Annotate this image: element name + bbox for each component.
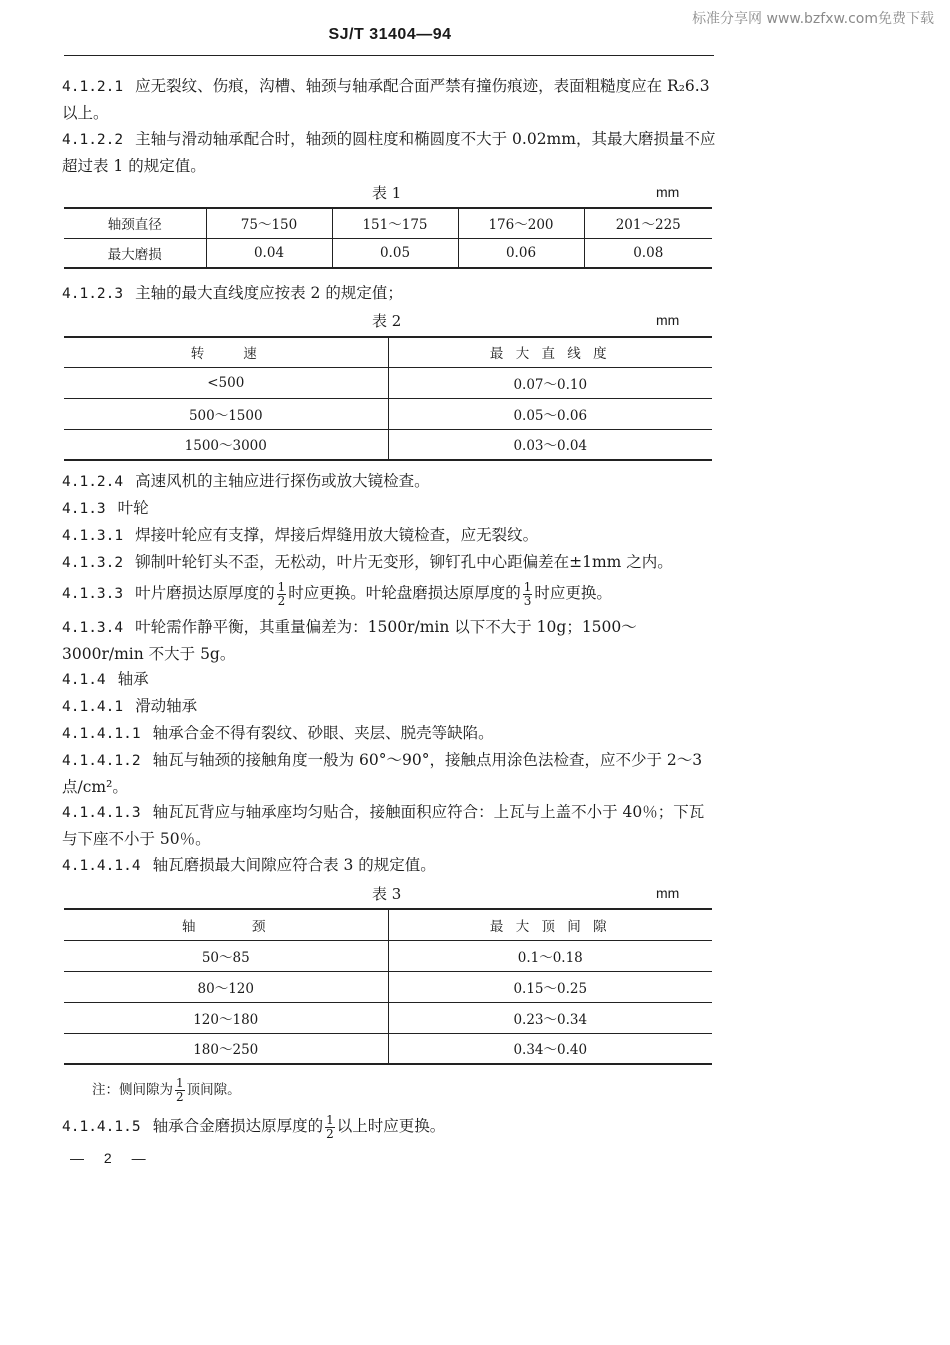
fraction <box>523 581 533 608</box>
clause-number: 4.1.3.4 <box>62 620 124 636</box>
fraction-denominator: 2 <box>277 593 286 608</box>
clause-4-1-2-1 <box>62 73 716 126</box>
table-cell: 151～175 <box>332 208 458 238</box>
table-header-row <box>64 909 712 940</box>
table-cell: 0.04 <box>206 238 332 268</box>
clause-4-1-4 <box>62 666 716 693</box>
clause-4-1-3-1 <box>62 522 716 549</box>
fraction-denominator: 2 <box>176 1090 184 1104</box>
table-cell: <500 <box>64 367 388 398</box>
table-cell: 176～200 <box>458 208 584 238</box>
table-row <box>64 208 712 238</box>
note-text: 注：侧间隙为 <box>92 1082 173 1098</box>
clause-4-1-4-1 <box>62 693 716 720</box>
table3-note <box>92 1077 241 1104</box>
table-cell: 0.05～0.06 <box>388 398 712 429</box>
fraction-numerator: 1 <box>523 579 532 594</box>
clause-number: 4.1.4.1 <box>62 699 124 715</box>
clause-text: 轴瓦瓦背应与轴承座均匀贴合，接触面积应符合：上瓦与上盖不小于 40％；下瓦与下座不小于 50％。 <box>62 803 705 848</box>
clause-number: 4.1.3 <box>62 501 106 517</box>
table-cell: 0.34～0.40 <box>388 1033 712 1064</box>
clause-4-1-4-1-2 <box>62 747 716 800</box>
table-cell: 1500～3000 <box>64 429 388 460</box>
clause-number: 4.1.2.1 <box>62 79 124 95</box>
table-cell: 0.1～0.18 <box>388 940 712 971</box>
table-row <box>64 429 712 460</box>
table-cell: 0.05 <box>332 238 458 268</box>
clause-4-1-3-3 <box>62 578 716 609</box>
fraction-numerator: 1 <box>176 1076 184 1090</box>
table-cell: 0.06 <box>458 238 584 268</box>
clause-number: 4.1.3.2 <box>62 555 124 571</box>
fraction-denominator: 2 <box>326 1126 334 1141</box>
clause-4-1-4-1-1 <box>62 720 716 747</box>
clause-number: 4.1.4.1.3 <box>62 805 141 821</box>
table-cell: 最大磨损 <box>64 238 206 268</box>
clause-text: 时应更换。 <box>534 584 612 602</box>
column-header: 轴 颈 <box>64 909 388 940</box>
clause-text: 轴承合金不得有裂纹、砂眼、夹层、脱壳等缺陷。 <box>152 724 494 742</box>
table-cell: 0.15～0.25 <box>388 971 712 1002</box>
clause-text: 应无裂纹、伤痕，沟槽、轴颈与轴承配合面严禁有撞伤痕迹，表面粗糙度应在 R₂6.3 以上。 <box>62 77 710 122</box>
clause-number: 4.1.4.1.1 <box>62 726 141 742</box>
clause-text: 叶轮 <box>117 499 149 517</box>
clause-text: 轴瓦磨损最大间隙应符合表 3 的规定值。 <box>152 856 436 874</box>
table2-caption: 表 2 <box>372 312 402 330</box>
table1-unit: mm <box>656 184 680 200</box>
table3-unit: mm <box>656 885 680 901</box>
table-row <box>64 971 712 1002</box>
clause-number: 4.1.2.4 <box>62 474 124 490</box>
clause-number: 4.1.4.1.4 <box>62 858 141 874</box>
page-number: — 2 — <box>70 1150 154 1166</box>
clause-number: 4.1.3.3 <box>62 586 124 602</box>
clause-4-1-3-4 <box>62 614 716 667</box>
clause-4-1-4-1-5 <box>62 1111 716 1142</box>
watermark: 标准分享网 www.bzfxw.com免费下载 <box>692 11 934 27</box>
table-cell: 500～1500 <box>64 398 388 429</box>
clause-4-1-2-3 <box>62 280 716 307</box>
clause-text: 滑动轴承 <box>135 697 198 715</box>
table-row <box>64 367 712 398</box>
clause-text: 轴承 <box>117 670 149 688</box>
clause-text: 叶轮需作静平衡，其重量偏差为：1500r/min 以下不大于 10g；1500～3000r/min 不大于 5g。 <box>62 618 637 663</box>
column-header: 最 大 直 线 度 <box>388 337 712 367</box>
table-row <box>64 1002 712 1033</box>
clause-number: 4.1.4 <box>62 672 106 688</box>
table-cell: 轴颈直径 <box>64 208 206 238</box>
clause-number: 4.1.2.2 <box>62 132 124 148</box>
table-cell: 80～120 <box>64 971 388 1002</box>
table-row <box>64 238 712 268</box>
fraction <box>277 581 287 608</box>
table-cell: 120～180 <box>64 1002 388 1033</box>
clause-4-1-3 <box>62 495 716 522</box>
table-cell: 201～225 <box>584 208 712 238</box>
fraction-numerator: 1 <box>277 579 286 594</box>
table1 <box>64 207 712 269</box>
fraction-denominator: 3 <box>523 593 532 608</box>
table3-caption: 表 3 <box>372 885 402 903</box>
table-cell: 75～150 <box>206 208 332 238</box>
clause-text: 高速风机的主轴应进行探伤或放大镜检查。 <box>135 472 430 490</box>
table-row <box>64 1033 712 1064</box>
clause-number: 4.1.4.1.5 <box>62 1119 141 1135</box>
column-header: 转 速 <box>64 337 388 367</box>
clause-number: 4.1.3.1 <box>62 528 124 544</box>
clause-text: 轴承合金磨损达原厚度的 <box>152 1117 324 1135</box>
table-header-row <box>64 337 712 367</box>
clause-text: 铆制叶轮钉头不歪，无松动，叶片无变形，铆钉孔中心距偏差在±1mm 之内。 <box>135 553 673 571</box>
table2 <box>64 336 712 461</box>
clause-text: 时应更换。叶轮盘磨损达原厚度的 <box>288 584 521 602</box>
table3 <box>64 908 712 1065</box>
clause-text: 轴瓦与轴颈的接触角度一般为 60°～90°，接触点用涂色法检查，应不少于 2～3 点/cm²。 <box>62 751 703 796</box>
clause-text: 焊接叶轮应有支撑，焊接后焊缝用放大镜检查，应无裂纹。 <box>135 526 539 544</box>
clause-number: 4.1.4.1.2 <box>62 753 141 769</box>
clause-4-1-3-2 <box>62 549 716 576</box>
note-text: 顶间隙。 <box>186 1082 241 1098</box>
clause-number: 4.1.2.3 <box>62 286 124 302</box>
clause-4-1-2-2 <box>62 126 716 179</box>
clause-text: 叶片磨损达原厚度的 <box>135 584 275 602</box>
fraction <box>325 1114 335 1141</box>
clause-4-1-2-4 <box>62 468 716 495</box>
clause-text: 主轴的最大直线度应按表 2 的规定值； <box>135 284 403 302</box>
clause-4-1-4-1-4 <box>62 852 716 879</box>
table-row <box>64 940 712 971</box>
table-cell: 180～250 <box>64 1033 388 1064</box>
clause-text: 以上时应更换。 <box>336 1117 446 1135</box>
table-cell: 0.23～0.34 <box>388 1002 712 1033</box>
table-cell: 0.03～0.04 <box>388 429 712 460</box>
fraction <box>175 1077 185 1104</box>
standard-number-header: SJ/T 31404—94 <box>328 26 452 43</box>
table2-unit: mm <box>656 312 680 328</box>
header-rule <box>64 55 714 56</box>
clause-4-1-4-1-3 <box>62 799 716 852</box>
table-row <box>64 398 712 429</box>
clause-text: 主轴与滑动轴承配合时，轴颈的圆柱度和椭圆度不大于 0.02mm，其最大磨损量不应超过表 1 的规定值。 <box>62 130 716 175</box>
table1-caption: 表 1 <box>372 184 402 202</box>
table-cell: 50～85 <box>64 940 388 971</box>
table-cell: 0.07～0.10 <box>388 367 712 398</box>
column-header: 最 大 顶 间 隙 <box>388 909 712 940</box>
fraction-numerator: 1 <box>326 1112 334 1127</box>
table-cell: 0.08 <box>584 238 712 268</box>
